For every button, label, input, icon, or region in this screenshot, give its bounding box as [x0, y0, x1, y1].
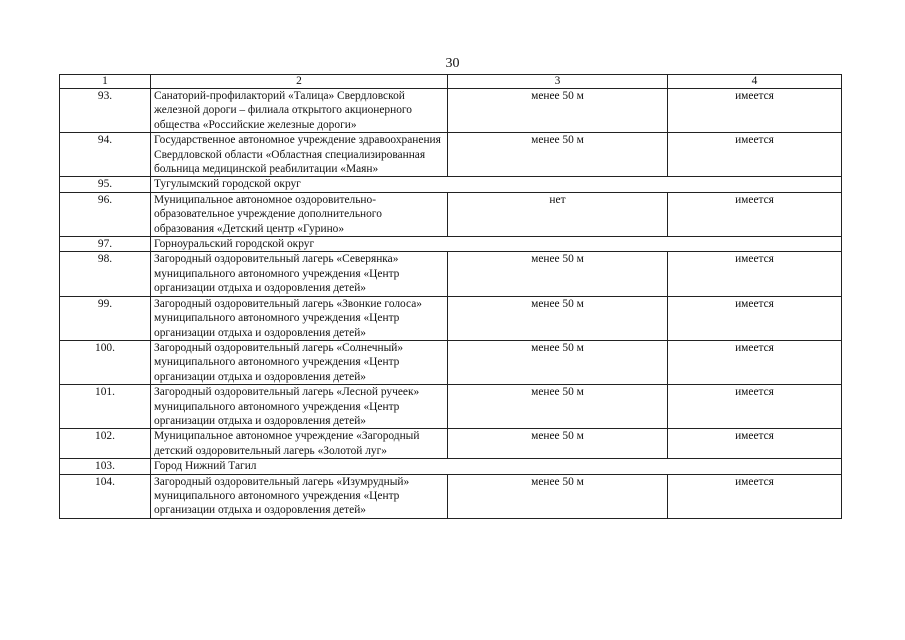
- row-number: 96.: [60, 192, 151, 236]
- row-number: 93.: [60, 89, 151, 133]
- row-number: 104.: [60, 474, 151, 518]
- row-number: 94.: [60, 133, 151, 177]
- registry-table: [59, 74, 842, 519]
- table-row: [60, 296, 842, 340]
- row-number: 100.: [60, 340, 151, 384]
- availability-cell: имеется: [668, 133, 842, 177]
- header-cell-3: 3: [448, 75, 668, 89]
- table-row: [60, 340, 842, 384]
- header-row: [60, 75, 842, 89]
- distance-cell: менее 50 м: [448, 89, 668, 133]
- availability-cell: имеется: [668, 296, 842, 340]
- institution-name: Загородный оздоровительный лагерь «Лесной ручеек» муниципального автономного учреждения «Центр организации отдыха и оздоровления детей»: [151, 385, 448, 429]
- availability-cell: имеется: [668, 252, 842, 296]
- distance-cell: менее 50 м: [448, 252, 668, 296]
- row-number: 99.: [60, 296, 151, 340]
- section-title: Город Нижний Тагил: [151, 459, 842, 474]
- table-row: [60, 89, 842, 133]
- header-cell-2: 2: [151, 75, 448, 89]
- institution-name: Загородный оздоровительный лагерь «Солнечный» муниципального автономного учреждения «Центр организации отдыха и оздоровления детей»: [151, 340, 448, 384]
- header-cell-1: 1: [60, 75, 151, 89]
- institution-name: Муниципальное автономное учреждение «Загородный детский оздоровительный лагерь «Золотой луг»: [151, 429, 448, 459]
- row-number: 98.: [60, 252, 151, 296]
- section-title: Тугулымский городской округ: [151, 177, 842, 192]
- availability-cell: имеется: [668, 192, 842, 236]
- table-row: [60, 429, 842, 459]
- availability-cell: имеется: [668, 474, 842, 518]
- row-number: 101.: [60, 385, 151, 429]
- row-number: 102.: [60, 429, 151, 459]
- availability-cell: имеется: [668, 340, 842, 384]
- distance-cell: менее 50 м: [448, 474, 668, 518]
- availability-cell: имеется: [668, 429, 842, 459]
- table-row: [60, 133, 842, 177]
- institution-name: Загородный оздоровительный лагерь «Звонкие голоса» муниципального автономного учреждения «Центр организации отдыха и оздоровления детей»: [151, 296, 448, 340]
- distance-cell: менее 50 м: [448, 133, 668, 177]
- row-number: 103.: [60, 459, 151, 474]
- distance-cell: нет: [448, 192, 668, 236]
- table-row: [60, 385, 842, 429]
- distance-cell: менее 50 м: [448, 340, 668, 384]
- institution-name: Загородный оздоровительный лагерь «Северянка» муниципального автономного учреждения «Центр организации отдыха и оздоровления детей»: [151, 252, 448, 296]
- table-row: [60, 192, 842, 236]
- institution-name: Санаторий-профилакторий «Талица» Свердловской железной дороги – филиала открытого акционерного общества «Российские железные дороги»: [151, 89, 448, 133]
- institution-name: Загородный оздоровительный лагерь «Изумрудный» муниципального автономного учреждения «Центр организации отдыха и оздоровления детей»: [151, 474, 448, 518]
- distance-cell: менее 50 м: [448, 429, 668, 459]
- availability-cell: имеется: [668, 89, 842, 133]
- distance-cell: менее 50 м: [448, 385, 668, 429]
- distance-cell: менее 50 м: [448, 296, 668, 340]
- row-number: 95.: [60, 177, 151, 192]
- availability-cell: имеется: [668, 385, 842, 429]
- table-row: [60, 252, 842, 296]
- table-row: [60, 474, 842, 518]
- section-row: [60, 459, 842, 474]
- header-cell-4: 4: [668, 75, 842, 89]
- section-title: Горноуральский городской округ: [151, 237, 842, 252]
- section-row: [60, 177, 842, 192]
- institution-name: Муниципальное автономное оздоровительно-образовательное учреждение дополнительного образования «Детский центр «Гурино»: [151, 192, 448, 236]
- page-number: 30: [445, 56, 460, 71]
- institution-name: Государственное автономное учреждение здравоохранения Свердловской области «Областная специализированная больница медицинской реабилитации «Маян»: [151, 133, 448, 177]
- row-number: 97.: [60, 237, 151, 252]
- section-row: [60, 237, 842, 252]
